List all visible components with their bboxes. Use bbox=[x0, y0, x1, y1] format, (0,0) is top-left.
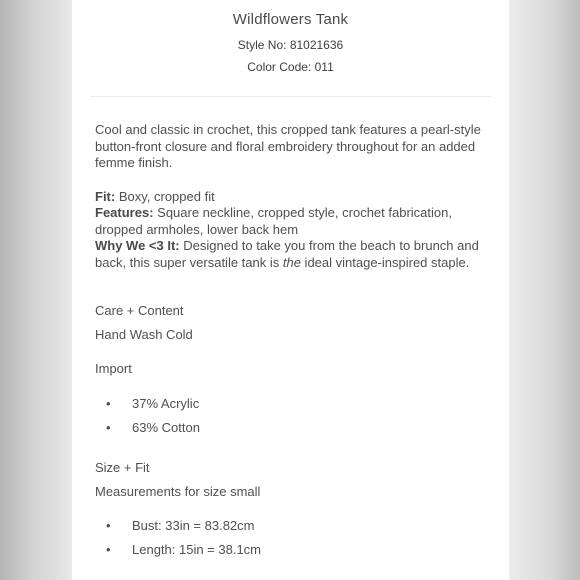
care-content-heading: Care + Content bbox=[95, 303, 184, 318]
why-we-love-it-line bbox=[95, 238, 487, 271]
bullet-icon: • bbox=[106, 542, 111, 557]
product-description bbox=[95, 122, 487, 271]
color-code-line bbox=[72, 56, 509, 78]
why-we-love-it-label: Why We <3 It: bbox=[95, 238, 180, 253]
why-value-before: Designed to take you from the beach to brunch and back, this super versatile tank is bbox=[95, 238, 479, 270]
description-intro: Cool and classic in crochet, this cropped tank features a pearl-style button-front closure and floral embroidery throughout for an added femme finish. bbox=[95, 122, 481, 170]
bullet-icon: • bbox=[106, 396, 111, 411]
color-code-value: 011 bbox=[314, 60, 334, 74]
background-left-edge bbox=[0, 0, 72, 580]
measurement-item: Length: 15in = 38.1cm bbox=[132, 542, 262, 557]
features-label: Features: bbox=[95, 205, 154, 220]
style-number-line bbox=[72, 34, 509, 56]
product-title: Wildflowers Tank bbox=[232, 11, 349, 28]
header-divider bbox=[90, 96, 491, 97]
features-line bbox=[95, 205, 487, 238]
wash-instruction: Hand Wash Cold bbox=[95, 327, 193, 342]
size-measurements-subheading: Measurements for size small bbox=[95, 484, 261, 499]
fit-line bbox=[95, 189, 487, 206]
size-fit-heading: Size + Fit bbox=[95, 460, 150, 475]
style-number-value: 81021636 bbox=[289, 38, 344, 52]
why-value-after: ideal vintage-inspired staple. bbox=[300, 254, 470, 270]
material-item: 37% Acrylic bbox=[132, 396, 200, 411]
why-value-italic: the bbox=[282, 254, 301, 270]
fit-label: Fit: bbox=[95, 188, 116, 204]
material-item: 63% Cotton bbox=[132, 420, 200, 435]
origin-text: Import bbox=[95, 361, 132, 376]
style-number-label: Style No: bbox=[237, 38, 287, 52]
measurement-item: Bust: 33in = 83.82cm bbox=[132, 518, 255, 533]
features-value: Square neckline, cropped style, crochet fabrication, dropped armholes, lower back hem bbox=[95, 205, 452, 237]
color-code-label: Color Code: bbox=[247, 60, 312, 74]
background-right-edge bbox=[508, 0, 580, 580]
product-header bbox=[72, 0, 509, 78]
product-detail-sheet bbox=[72, 0, 509, 580]
bullet-icon: • bbox=[106, 420, 111, 435]
bullet-icon: • bbox=[106, 518, 111, 533]
fit-value: Boxy, cropped fit bbox=[115, 188, 215, 204]
